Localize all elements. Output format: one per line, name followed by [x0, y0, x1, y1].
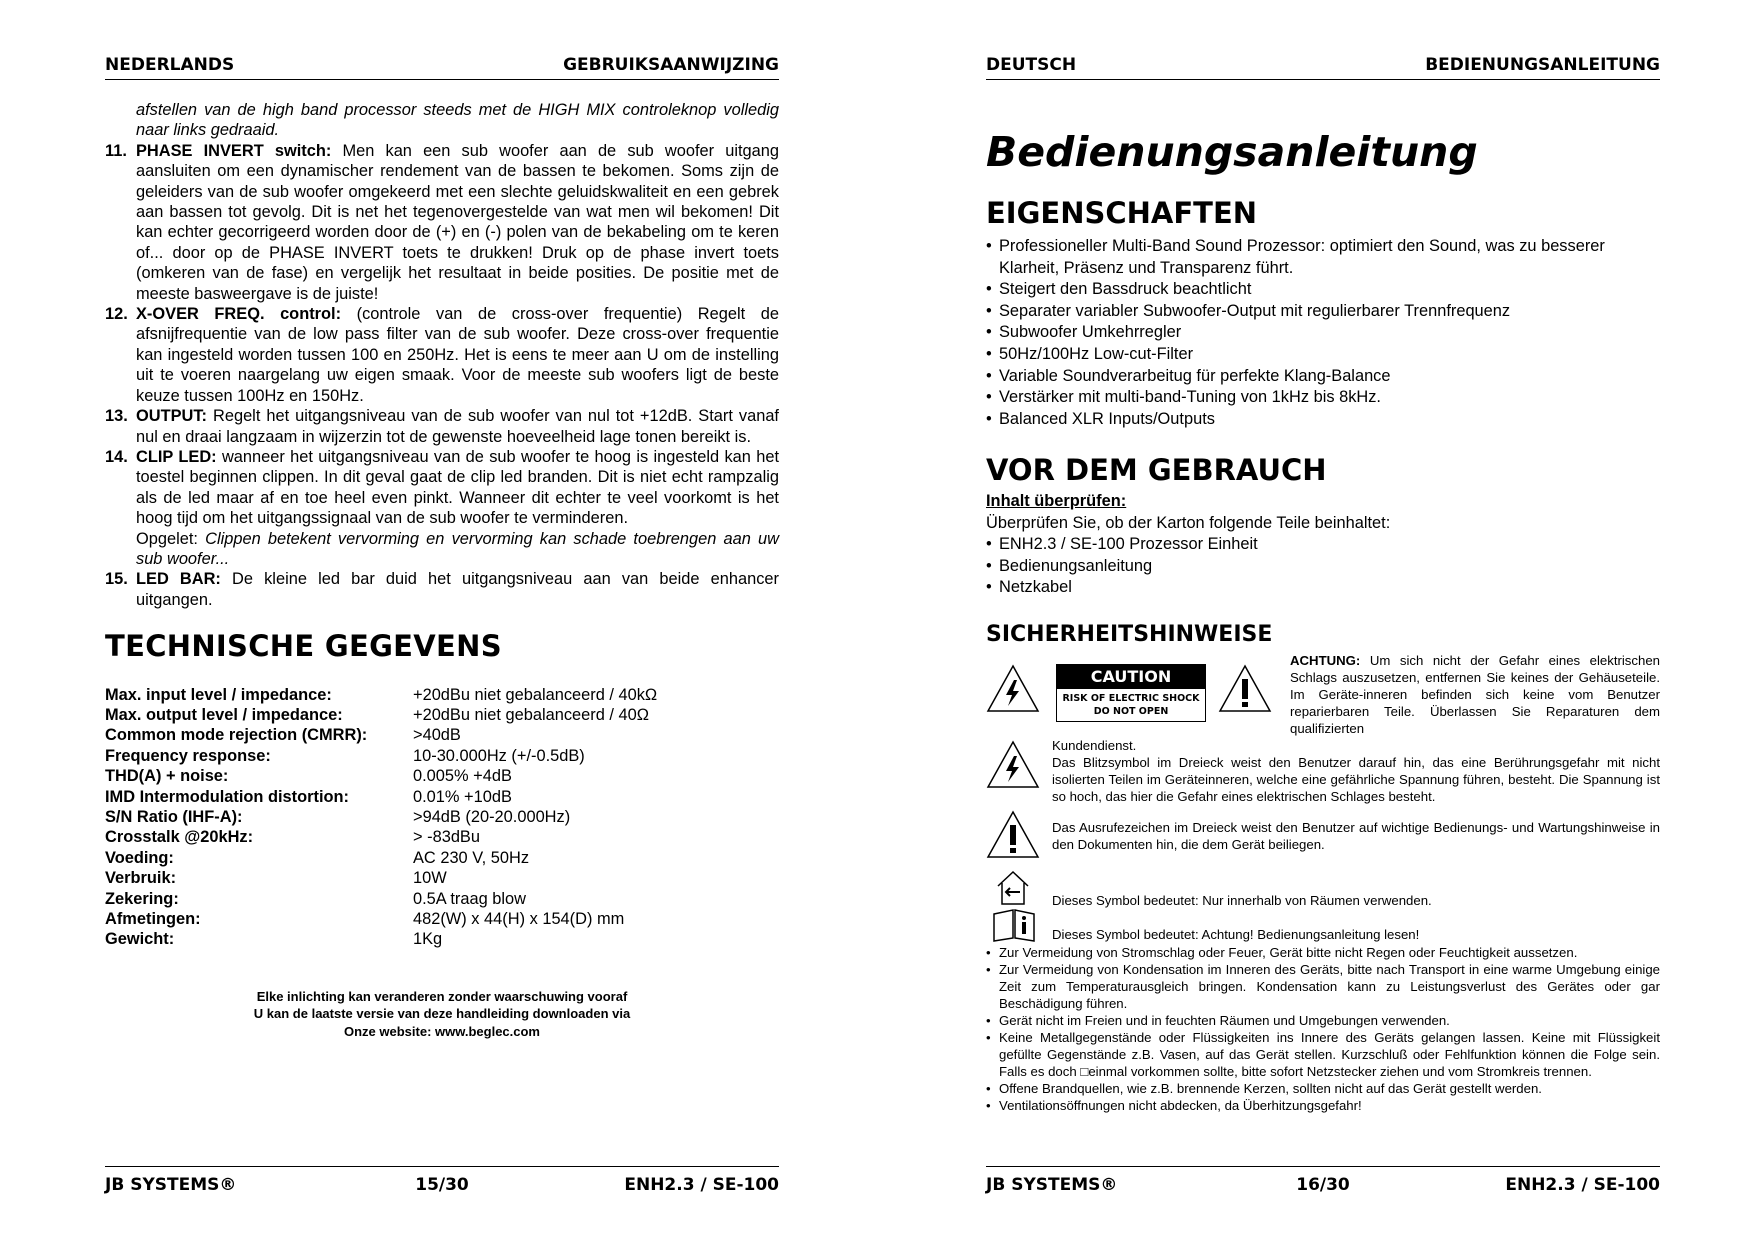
- achtung-label: ACHTUNG:: [1290, 653, 1361, 668]
- spec-key: Max. output level / impedance:: [105, 705, 343, 724]
- lightning-warning-icon: [986, 664, 1040, 714]
- item-text: (controle van de cross-over frequentie) Regelt de afsnijfrequentie van de low pass filter van de sub woofer. Deze cross-over frequentie kan ingesteld worden tussen 100 en 250Hz. Het is eens te meer aan U om de instelling uit te voeren naargelang uw eigen smaak. Voor de meeste sub woofers ligt de beste keuze tussen 100Hz en 150Hz.: [136, 305, 779, 405]
- item-number: 13.: [105, 407, 128, 426]
- safety-list: [986, 944, 1660, 1114]
- header-language: DEUTSCH: [986, 55, 1077, 75]
- features-list: [986, 236, 1660, 430]
- page-header: [105, 55, 779, 80]
- item-text: De kleine led bar duid het uitgangsniveau aan van beide enhancer uitgangen.: [136, 570, 779, 609]
- page-right: [986, 0, 1660, 1240]
- list-item: • ENH2.3 / SE-100 Prozessor Einheit: [986, 534, 1660, 556]
- note-line: Onze website: www.beglec.com: [343, 1023, 540, 1039]
- item-label: OUTPUT:: [136, 407, 208, 426]
- list-item: [105, 141, 779, 304]
- list-item: • Ventilationsöffnungen nicht abdecken, da Überhitzungsgefahr!: [986, 1097, 1660, 1114]
- list-item: [105, 447, 779, 529]
- item-number: 14.: [105, 447, 128, 466]
- item-number: 11.: [105, 141, 127, 160]
- intro-text: afstellen van de high band processor steeds met de HIGH MIX controleknop volledig naar links gedraaid.: [136, 101, 779, 140]
- list-item: • Gerät nicht im Freien und in feuchten Räumen und Umgebungen verwenden.: [986, 1012, 1660, 1029]
- manual-text: Dieses Symbol bedeutet: Achtung! Bedienungsanleitung lesen!: [1052, 927, 1420, 942]
- spec-value: > -83dBu: [413, 828, 480, 847]
- list-item: • Steigert den Bassdruck beachtlicht: [986, 279, 1660, 301]
- header-doc-type: BEDIENUNGSANLEITUNG: [1425, 55, 1660, 75]
- list-item: • Bedienungsanleitung: [986, 556, 1660, 578]
- header-doc-type: GEBRUIKSAANWIJZING: [563, 55, 779, 75]
- item-number: 12.: [105, 305, 128, 324]
- footer-brand: JB SYSTEMS®: [986, 1175, 1118, 1195]
- lightning-triangle-icon: [986, 740, 1040, 790]
- list-item: • Netzkabel: [986, 577, 1660, 599]
- item-label: LED BAR:: [136, 570, 221, 589]
- list-item: • Separater variabler Subwoofer-Output mit regulierbarer Trennfrequenz: [986, 301, 1660, 323]
- kundendienst-text: Kundendienst.: [1052, 738, 1137, 753]
- list-item: • Balanced XLR Inputs/Outputs: [986, 409, 1660, 431]
- indoor-use-icon: [996, 870, 1030, 906]
- tech-specs-title: TECHNISCHE GEGEVENS: [105, 629, 502, 664]
- indoor-text: Dieses Symbol bedeutet: Nur innerhalb von Räumen verwenden.: [1052, 893, 1432, 908]
- exclamation-triangle-icon: [986, 810, 1040, 860]
- spec-key: Voeding:: [105, 848, 174, 867]
- instructions-body: [105, 100, 779, 1040]
- list-item: • Zur Vermeidung von Kondensation im Inneren des Geräts, bitte nach Transport in eine warme Umgebung einige Zeit zum Temperaturausgleich bringen. Kondensation kann zu Leistungsverlust des Gerätes oder gar Beschädigung führen.: [986, 961, 1660, 1012]
- spec-value: 0.5A traag blow: [413, 889, 526, 908]
- read-manual-icon: [992, 908, 1036, 942]
- spec-value: AC 230 V, 50Hz: [413, 848, 530, 867]
- disclaimer-note: [105, 988, 779, 1041]
- list-item: • Variable Soundverarbeitug für perfekte Klang-Balance: [986, 366, 1660, 388]
- item-text: wanneer het uitgangsniveau van de sub woofer te hoog is ingesteld kan het toestel beginnen clippen. In dit geval gaat de clip led branden. Dit is niet echt rampzalig als de led maar af en toe heel even pinkt. Wanneer dit echter te veel voorkomt is het hoog tijd om het uitgangssignaal van de sub woofer te verminderen.: [136, 447, 779, 528]
- spec-value: >40dB: [413, 726, 461, 745]
- before-use-heading: VOR DEM GEBRAUCH: [986, 453, 1327, 487]
- spec-key: Frequency response:: [105, 746, 271, 765]
- achtung-body: Um sich nicht der Gefahr eines elektrischen Schlags auszusetzen, entfernen Sie keines der Gehäuseteile. Im Geräte-inneren befinden sich keine vom Benutzer reparierbaren Teile. Überlassen Sie Reparaturen dem qualifizierten: [1290, 653, 1660, 736]
- caution-line: RISK OF ELECTRIC SHOCK: [1062, 693, 1200, 704]
- features-heading: EIGENSCHAFTEN: [986, 196, 1258, 230]
- spec-value: +20dBu niet gebalanceerd / 40Ω: [413, 705, 649, 724]
- caution-subtitle: [1057, 692, 1205, 718]
- list-item: • Zur Vermeidung von Stromschlag oder Feuer, Gerät bitte nicht Regen oder Feuchtigkeit aussetzen.: [986, 944, 1660, 961]
- spec-key: Max. input level / impedance:: [105, 685, 332, 704]
- check-text: Überprüfen Sie, ob der Karton folgende Teile beinhaltet:: [986, 513, 1391, 532]
- contents-check: [986, 491, 1390, 534]
- list-item: [105, 406, 779, 447]
- footer-page-number: 15/30: [415, 1175, 469, 1195]
- item-text: Men kan een sub woofer aan de sub woofer uitgang aansluiten om een dynamischer rendement van de bassen te bekomen. Soms zijn de geleiders van de sub woofer omgekeerd met een slechte geluidskwaliteit en een gebrek aan bassen tot gevolg. Dit is net het tegenovergestelde van wat men wil bekomen! Dit kan echter gecorrigeerd worden door de (+) en (-) polen van de bekabeling om te keren of... door op de PHASE INVERT toets te drukken! Druk op de phase invert toets (omkeren van de fase) en vergelijk het resultaat in beide posities. De positie met de meeste basweergave is de juiste!: [136, 141, 779, 303]
- footer-model: ENH2.3 / SE-100: [1505, 1175, 1660, 1195]
- footer-model: ENH2.3 / SE-100: [624, 1175, 779, 1195]
- spec-value: 1Kg: [413, 930, 443, 949]
- safety-heading: SICHERHEITSHINWEISE: [986, 622, 1273, 647]
- spec-value: +20dBu niet gebalanceerd / 40kΩ: [413, 685, 658, 704]
- spec-value: 10W: [413, 869, 447, 888]
- spec-value: 0.01% +10dB: [413, 787, 512, 806]
- spec-table: [105, 685, 779, 950]
- page-title: Bedienungsanleitung: [986, 128, 1478, 176]
- spec-key: S/N Ratio (IHF-A):: [105, 808, 243, 826]
- list-item: • Professioneller Multi-Band Sound Prozessor: optimiert den Sound, was zu besserer Klarheit, Präsenz und Transparenz führt.: [986, 236, 1660, 279]
- caution-label-box: [1056, 664, 1206, 722]
- caution-text: Clippen betekent vervorming en vervorming kan schade toebrengen aan uw sub woofer...: [136, 529, 779, 568]
- exclamation-warning-icon: [1218, 664, 1272, 714]
- spec-key: IMD Intermodulation distortion:: [105, 787, 350, 806]
- note-line: Elke inlichting kan veranderen zonder waarschuwing vooraf: [256, 988, 628, 1004]
- achtung-text: [1290, 652, 1660, 737]
- spec-key: Crosstalk @20kHz:: [105, 828, 254, 847]
- page-left: [105, 0, 779, 1240]
- spec-value: 10-30.000Hz (+/-0.5dB): [413, 746, 585, 765]
- lightning-text: Das Blitzsymbol im Dreieck weist den Benutzer darauf hin, das eine Berührungsgefahr mit nicht isolierten Teilen im Geräteinneren, welche eine gefährliche Spannung führen, besteht. Die Spannung ist so hoch, das hier die Gefahr eines elektrischen Schlages besteht.: [1052, 755, 1660, 804]
- footer-page-number: 16/30: [1296, 1175, 1350, 1195]
- list-item: [105, 304, 779, 406]
- check-label: Inhalt überprüfen:: [986, 492, 1127, 510]
- caution-note: [105, 529, 779, 570]
- spec-key: Afmetingen:: [105, 910, 201, 929]
- page-footer: [105, 1166, 779, 1197]
- spec-value: 0.005% +4dB: [413, 767, 512, 786]
- spec-value: 482(W) x 44(H) x 154(D) mm: [413, 910, 625, 929]
- spec-value: >94dB (20-20.000Hz): [413, 808, 571, 826]
- item-number: 15.: [105, 570, 128, 589]
- list-item: • Offene Brandquellen, wie z.B. brennende Kerzen, sollten nicht auf das Gerät gestellt werden.: [986, 1080, 1660, 1097]
- item-label: X-OVER FREQ. control:: [136, 305, 342, 324]
- spec-key: THD(A) + noise:: [105, 767, 229, 786]
- spec-key: Gewicht:: [105, 930, 175, 949]
- list-item: • 50Hz/100Hz Low-cut-Filter: [986, 344, 1660, 366]
- footer-brand: JB SYSTEMS®: [105, 1175, 237, 1195]
- header-language: NEDERLANDS: [105, 55, 235, 75]
- caution-label: Opgelet:: [136, 529, 198, 548]
- spec-key: Common mode rejection (CMRR):: [105, 726, 368, 745]
- page-header: [986, 55, 1660, 80]
- item-label: CLIP LED:: [136, 447, 217, 466]
- list-item: [105, 569, 779, 610]
- spec-key: Zekering:: [105, 889, 179, 908]
- lightning-explanation: [1052, 737, 1660, 805]
- note-line: U kan de laatste versie van deze handleiding downloaden via: [253, 1006, 631, 1022]
- item-label: PHASE INVERT switch:: [136, 141, 332, 160]
- caution-title: CAUTION: [1057, 665, 1205, 689]
- caution-line: DO NOT OPEN: [1093, 706, 1169, 717]
- list-item: • Keine Metallgegenstände oder Flüssigkeiten ins Innere des Geräts gelangen lassen. Keine mit Flüssigkeit gefüllte Gegenstände z.B. Vasen, auf das Gerät stellen. Kurzschluß oder Fehlfunktion können die Folge sein. Falls es doch □einmal vorkommen sollte, bitte sofort Netzstecker ziehen und vom Stromkreis trennen.: [986, 1029, 1660, 1080]
- spec-key: Verbruik:: [105, 869, 177, 888]
- list-item: • Verstärker mit multi-band-Tuning von 1kHz bis 8kHz.: [986, 387, 1660, 409]
- exclaim-text: Das Ausrufezeichen im Dreieck weist den Benutzer auf wichtige Bedienungs- und Wartungshinweise in den Dokumenten hin, die dem Gerät beiliegen.: [1052, 820, 1660, 852]
- item-text: Regelt het uitgangsniveau van de sub woofer van nul tot +12dB. Start vanaf nul en draai langzaam in wijzerzin tot de gewenste hoeveelheid lage tonen bereikt is.: [136, 407, 779, 446]
- contents-list: [986, 534, 1660, 599]
- list-item: • Subwoofer Umkehrregler: [986, 322, 1660, 344]
- page-footer: [986, 1166, 1660, 1197]
